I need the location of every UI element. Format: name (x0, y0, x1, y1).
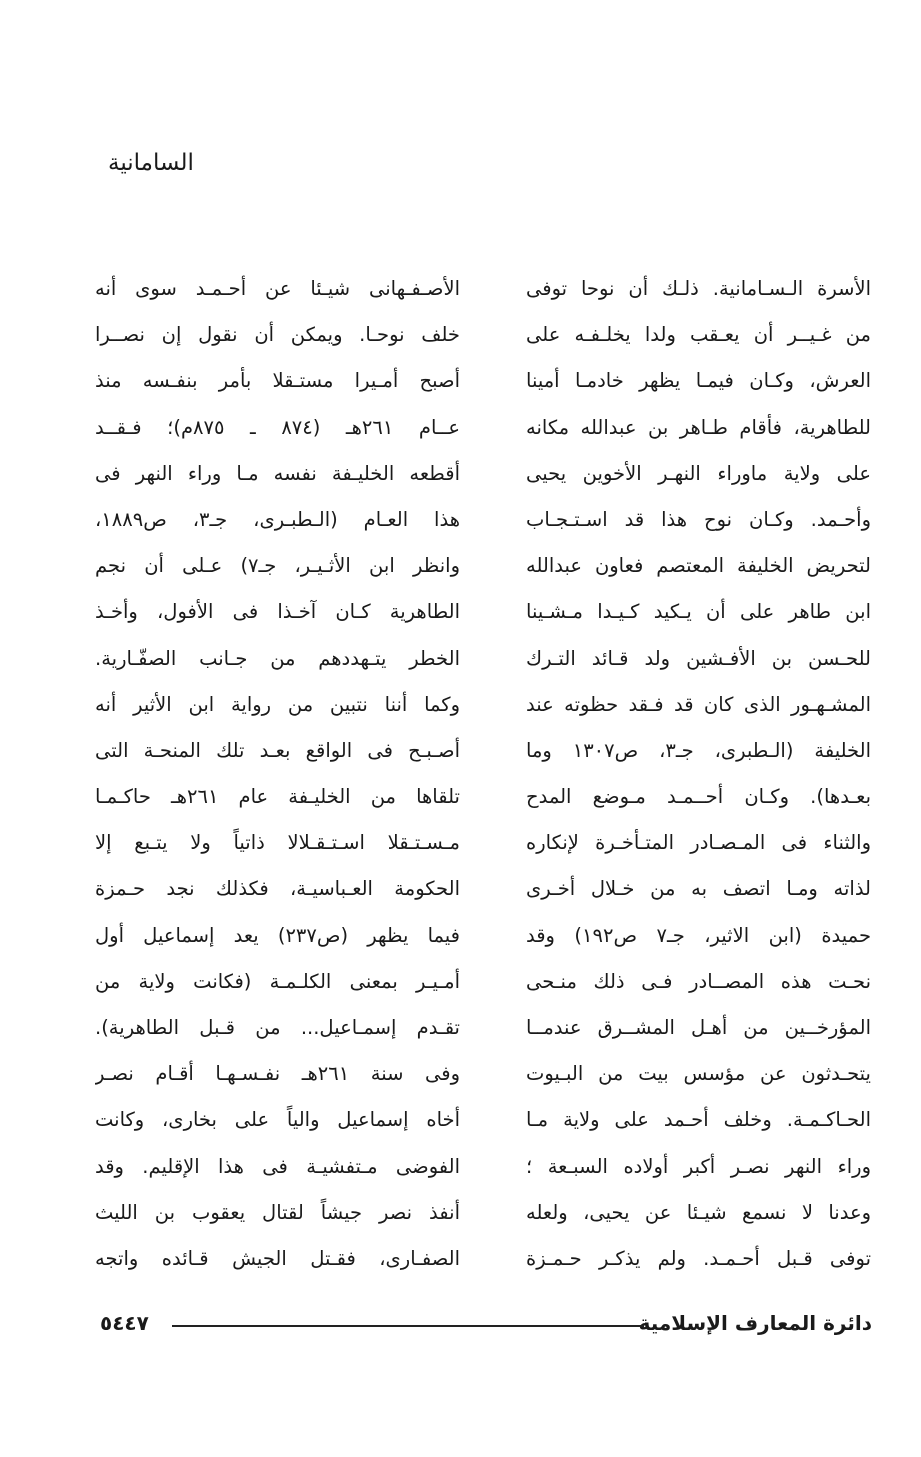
text-line: الأصـفـهانى شيـئا عن أحـمـد سوى أنه (95, 277, 460, 300)
left-text-column (95, 266, 460, 1282)
text-line: الحكومة العـباسيـة، فكذلك نجد حـمزة (95, 877, 460, 901)
page-footer (100, 1308, 872, 1338)
text-line: عــام ٢٦١هـ (٨٧٤ ـ ٨٧٥م)؛ فـقــد (95, 415, 460, 439)
text-line: يتحـدثون عن مؤسس بيت من البـيوت (526, 1062, 871, 1086)
text-line: وعدنا لا نسمع شيـئا عن يحيى، ولعله (526, 1200, 871, 1224)
text-line: حميدة (ابن الاثير، جـ٧ ص١٩٢) وقد (526, 923, 871, 947)
text-line: لتحريض الخليفة المعتصم فعاون عبدالله (526, 554, 871, 578)
text-line: وأحـمد. وكـان نوح هذا قد اسـتـجـاب (526, 507, 871, 531)
text-line: وكما أننا نتبين من رواية ابن الأثير أنه (95, 692, 460, 716)
text-line: الحـاكـمـة. وخلف أحـمد على ولاية مـا (526, 1108, 871, 1132)
text-line: أصبح أمـيرا مستـقلا بأمر بنفـسه منذ (95, 369, 460, 393)
footer-divider (172, 1325, 644, 1327)
text-line: الطاهرية كـان آخـذا فى الأفول، وأخـذ (95, 600, 460, 624)
text-line: بعـدها). وكـان أحــمـد مـوضع المدح (526, 785, 871, 809)
text-line: للطاهرية، فأقام طـاهر بن عبدالله مكانه (526, 415, 871, 439)
text-line: والثناء فى المـصـادر المتـأخـرة لإنكاره (526, 831, 871, 855)
text-line: أنفذ نصر جيشاً لقتال يعقوب بن الليث (95, 1200, 460, 1224)
text-line: وراء النهر نصـر أكبر أولاده السبـعة ؛ (526, 1154, 871, 1178)
text-line: لذاته ومـا اتصف به من خـلال أخـرى (526, 877, 871, 901)
text-line: المشـهـور الذى كان قد فـقد حظوته عند (526, 692, 871, 716)
text-line: هذا العـام (الـطبـرى، جـ٣، ص١٨٨٩، (95, 507, 460, 531)
text-line: أخاه إسماعيل والياً على بخارى، وكانت (95, 1108, 460, 1132)
text-line: العرش، وكـان فيمـا يظهر خادمـا أمينا (526, 369, 871, 393)
text-line: على ولاية ماوراء النهـر الأخوين يحيى (526, 461, 871, 485)
text-line: من غـيــر أن يعـقب ولدا يخلـفـه على (526, 323, 871, 347)
text-line: خلف نوحـا. ويمكن أن نقول إن نصــرا (95, 323, 460, 347)
page-number: ٥٤٤٧ (100, 1311, 149, 1335)
text-line: الخليفة (الـطبرى، جـ٣، ص١٣٠٧ وما (526, 738, 871, 762)
text-line: أصـبـح فى الواقع بعـد تلك المنحـة التى (95, 738, 460, 762)
text-line: تقـدم إسمـاعيل... من قـبل الطاهرية). (95, 1016, 460, 1039)
right-text-column (526, 266, 871, 1282)
footer-journal-title: دائرة المعارف الإسلامية (638, 1311, 872, 1335)
text-line: وانظر ابن الأثـيـر، جـ٧) عـلى أن نجم (95, 554, 460, 578)
running-header-title: السامانية (108, 150, 194, 176)
text-line: الفوضى مـتفشيـة فى هذا الإقليم. وقد (95, 1154, 460, 1178)
text-line: المؤرخــين من أهـل المشــرق عندمــا (526, 1016, 871, 1039)
text-line: توفى قـبل أحـمـد. ولم يذكـر حـمـزة (526, 1246, 871, 1270)
text-line: الصفـارى، فقـتل الجيش قـائده واتجه (95, 1246, 460, 1270)
text-line: نحـت هذه المصــادر فـى ذلك منـحى (526, 969, 871, 993)
text-line: الخطر يتـهددهم من جـانب الصفّـارية. (95, 646, 460, 670)
text-line: أقطعه الخليـفة نفسه مـا وراء النهر فى (95, 461, 460, 485)
text-line: مـسـتـقلا اسـتـقـلالا ذاتياً ولا يتـبع إلا (95, 831, 460, 855)
text-line: ابن طاهر على أن يـكيد كـيـدا مـشـينا (526, 600, 871, 624)
text-line: للحـسن بن الأفـشين ولد قـائد التـرك (526, 646, 871, 670)
text-line: تلقاها من الخليـفة عام ٢٦١هـ حاكـمـا (95, 785, 460, 809)
text-line: فيما يظهر (ص٢٣٧) يعد إسماعيل أول (95, 923, 460, 947)
text-line: وفى سنة ٢٦١هـ نفـسـهـا أقـام نصـر (95, 1062, 460, 1086)
text-line: الأسرة الـسـامانية. ذلـك أن نوحا توفى (526, 277, 871, 300)
text-line: أمـيـر بمعنى الكلـمـة (فكانت ولاية من (95, 969, 460, 993)
